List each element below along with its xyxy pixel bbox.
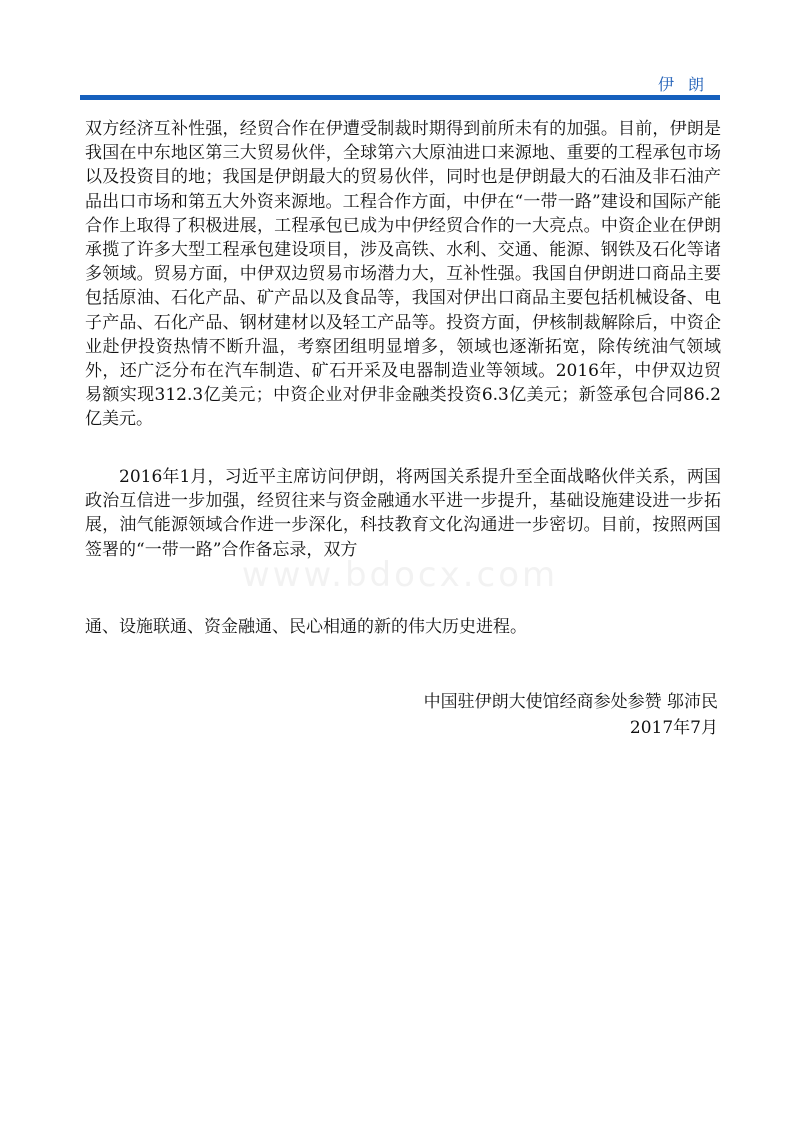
- header-rule: [80, 95, 720, 100]
- body-paragraph-1: 双方经济互补性强，经贸合作在伊遭受制裁时期得到前所未有的加强。目前，伊朗是我国在中东地区第三大贸易伙伴，全球第六大原油进口来源地、重要的工程承包市场以及投资目的地；我国是伊朗最大的贸易伙伴，同时也是伊朗最大的石油及非石油产品出口市场和第五大外资来源地。工程合作方面，中伊在“一带一路”建设和国际产能合作上取得了积极进展，工程承包已成为中伊经贸合作的一大亮点。中资企业在伊朗承揽了许多大型工程承包建设项目，涉及高铁、水利、交通、能源、钢铁及石化等诸多领域。贸易方面，中伊双边贸易市场潜力大，互补性强。我国自伊朗进口商品主要包括原油、石化产品、矿产品以及食品等，我国对伊出口商品主要包括机械设备、电子产品、石化产品、钢材建材以及轻工产品等。投资方面，伊核制裁解除后，中资企业赴伊投资热情不断升温，考察团组明显增多，领域也逐渐拓宽，除传统油气领域外，还广泛分布在汽车制造、矿石开采及电器制造业等领域。2016年，中伊双边贸易额实现312.3亿美元；中资企业对伊非金融类投资6.3亿美元；新签承包合同86.2亿美元。: [85, 119, 721, 430]
- signature-author: 中国驻伊朗大使馆经商参处参赞 邬沛民: [423, 692, 718, 712]
- watermark-text: www.bdocx.com: [241, 555, 559, 595]
- body-paragraph-2: 2016年1月，习近平主席访问伊朗，将两国关系提升至全面战略伙伴关系，两国政治互信进一步加强，经贸往来与资金融通水平进一步提升，基础设施建设进一步拓展，油气能源领域合作进一步深化，科技教育文化沟通进一步密切。目前，按照两国签署的“一带一路”合作备忘录，双方: [85, 467, 721, 560]
- signature-date: 2017年7月: [629, 718, 718, 738]
- page-header: [80, 70, 720, 100]
- running-header-title: 伊朗: [657, 75, 718, 94]
- body-paragraph-3: 通、设施联通、资金融通、民心相通的新的伟大历史进程。: [85, 617, 527, 637]
